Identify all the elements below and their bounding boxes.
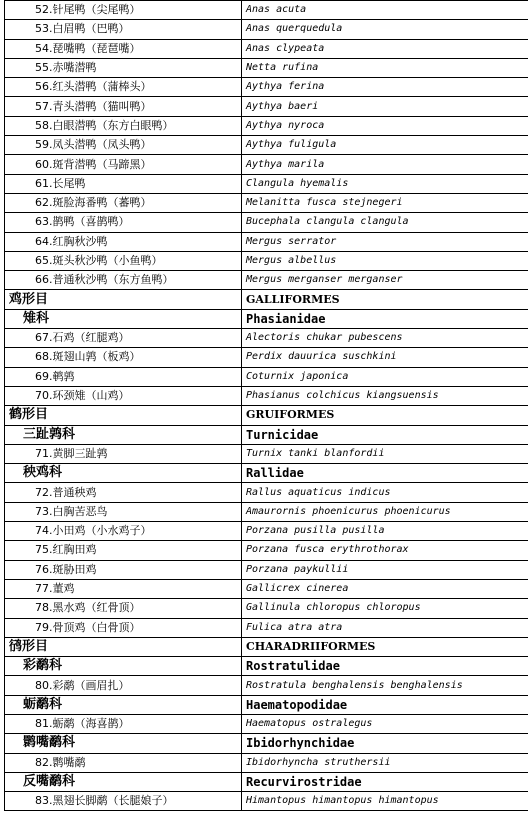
latin-name-cell: Porzana paykullii xyxy=(242,560,528,579)
species-row xyxy=(5,232,528,251)
species-row xyxy=(5,136,528,155)
latin-name-cell: Haematopus ostralegus xyxy=(242,714,528,733)
latin-name-cell: Alectoris chukar pubescens xyxy=(242,329,528,348)
chinese-name-cell: 66.普通秋沙鸭（东方鱼鸭） xyxy=(5,271,242,290)
family-row xyxy=(5,734,528,753)
family-row xyxy=(5,657,528,676)
latin-name-cell: Aythya fuligula xyxy=(242,136,528,155)
chinese-name-cell: 62.斑脸海番鸭（蕃鸭） xyxy=(5,193,242,212)
order-latin-name-cell: GRUIFORMES xyxy=(242,406,528,425)
latin-name-cell: Aythya marila xyxy=(242,155,528,174)
family-row xyxy=(5,425,528,444)
chinese-name-cell: 73.白胸苦恶鸟 xyxy=(5,502,242,521)
species-row xyxy=(5,560,528,579)
chinese-name-cell: 77.董鸡 xyxy=(5,579,242,598)
chinese-name-cell: 54.琵嘴鸭（琵琶嘴） xyxy=(5,39,242,58)
latin-name-cell: Himantopus himantopus himantopus xyxy=(242,792,528,811)
latin-name-cell: Mergus serrator xyxy=(242,232,528,251)
species-row xyxy=(5,579,528,598)
species-row xyxy=(5,386,528,405)
chinese-name-cell: 68.斑翅山鹑（板鸡） xyxy=(5,348,242,367)
latin-name-cell: Anas clypeata xyxy=(242,39,528,58)
chinese-name-cell: 58.白眼潜鸭（东方白眼鸭） xyxy=(5,116,242,135)
chinese-name-cell: 69.鹌鹑 xyxy=(5,367,242,386)
species-row xyxy=(5,78,528,97)
order-latin-name-cell: CHARADRIIFORMES xyxy=(242,637,528,656)
latin-name-cell: Fulica atra atra xyxy=(242,618,528,637)
latin-name-cell: Coturnix japonica xyxy=(242,367,528,386)
family-latin-name-cell: Ibidorhynchidae xyxy=(242,734,528,753)
latin-name-cell: Netta rufina xyxy=(242,58,528,77)
family-chinese-name-cell: 三趾鹑科 xyxy=(5,425,242,444)
family-latin-name-cell: Turnicidae xyxy=(242,425,528,444)
species-row xyxy=(5,522,528,541)
chinese-name-cell: 60.斑背潜鸭（马蹄黑） xyxy=(5,155,242,174)
latin-name-cell: Turnix tanki blanfordii xyxy=(242,444,528,463)
species-table-body xyxy=(5,1,528,811)
latin-name-cell: Anas acuta xyxy=(242,1,528,20)
species-row xyxy=(5,213,528,232)
chinese-name-cell: 56.红头潜鸭（蒲棒头） xyxy=(5,78,242,97)
species-row xyxy=(5,116,528,135)
chinese-name-cell: 63.鹊鸭（喜鹊鸭） xyxy=(5,213,242,232)
latin-name-cell: Anas querquedula xyxy=(242,20,528,39)
latin-name-cell: Bucephala clangula clangula xyxy=(242,213,528,232)
latin-name-cell: Mergus albellus xyxy=(242,251,528,270)
species-row xyxy=(5,367,528,386)
latin-name-cell: Mergus merganser merganser xyxy=(242,271,528,290)
family-row xyxy=(5,309,528,328)
latin-name-cell: Phasianus colchicus kiangsuensis xyxy=(242,386,528,405)
family-chinese-name-cell: 雉科 xyxy=(5,309,242,328)
family-chinese-name-cell: 反嘴鹬科 xyxy=(5,772,242,791)
chinese-name-cell: 72.普通秧鸡 xyxy=(5,483,242,502)
species-row xyxy=(5,39,528,58)
order-chinese-name-cell: 鸡形目 xyxy=(5,290,242,309)
species-row xyxy=(5,20,528,39)
order-chinese-name-cell: 鹤形目 xyxy=(5,406,242,425)
species-row xyxy=(5,58,528,77)
species-row xyxy=(5,271,528,290)
species-table xyxy=(4,0,528,811)
species-row xyxy=(5,97,528,116)
order-row xyxy=(5,290,528,309)
family-row xyxy=(5,695,528,714)
chinese-name-cell: 55.赤嘴潜鸭 xyxy=(5,58,242,77)
species-row xyxy=(5,483,528,502)
species-row xyxy=(5,541,528,560)
chinese-name-cell: 78.黑水鸡（红骨顶） xyxy=(5,599,242,618)
latin-name-cell: Porzana pusilla pusilla xyxy=(242,522,528,541)
family-row xyxy=(5,772,528,791)
chinese-name-cell: 64.红胸秋沙鸭 xyxy=(5,232,242,251)
chinese-name-cell: 61.长尾鸭 xyxy=(5,174,242,193)
chinese-name-cell: 65.斑头秋沙鸭（小鱼鸭） xyxy=(5,251,242,270)
latin-name-cell: Aythya nyroca xyxy=(242,116,528,135)
family-latin-name-cell: Rallidae xyxy=(242,464,528,483)
chinese-name-cell: 57.青头潜鸭（猫叫鸭） xyxy=(5,97,242,116)
latin-name-cell: Gallinula chloropus chloropus xyxy=(242,599,528,618)
chinese-name-cell: 80.彩鹬（画眉扎） xyxy=(5,676,242,695)
family-chinese-name-cell: 秧鸡科 xyxy=(5,464,242,483)
species-row xyxy=(5,348,528,367)
latin-name-cell: Gallicrex cinerea xyxy=(242,579,528,598)
species-row xyxy=(5,193,528,212)
latin-name-cell: Aythya ferina xyxy=(242,78,528,97)
latin-name-cell: Porzana fusca erythrothorax xyxy=(242,541,528,560)
latin-name-cell: Aythya baeri xyxy=(242,97,528,116)
species-row xyxy=(5,792,528,811)
order-chinese-name-cell: 鸻形目 xyxy=(5,637,242,656)
latin-name-cell: Amaurornis phoenicurus phoenicurus xyxy=(242,502,528,521)
chinese-name-cell: 81.蛎鹬（海喜鹊） xyxy=(5,714,242,733)
latin-name-cell: Rallus aquaticus indicus xyxy=(242,483,528,502)
latin-name-cell: Ibidorhyncha struthersii xyxy=(242,753,528,772)
chinese-name-cell: 53.白眉鸭（巴鸭） xyxy=(5,20,242,39)
chinese-name-cell: 59.凤头潜鸭（凤头鸭） xyxy=(5,136,242,155)
family-latin-name-cell: Phasianidae xyxy=(242,309,528,328)
chinese-name-cell: 52.针尾鸭（尖尾鸭） xyxy=(5,1,242,20)
species-row xyxy=(5,251,528,270)
chinese-name-cell: 71.黄脚三趾鹑 xyxy=(5,444,242,463)
order-row xyxy=(5,406,528,425)
order-latin-name-cell: GALLIFORMES xyxy=(242,290,528,309)
family-latin-name-cell: Haematopodidae xyxy=(242,695,528,714)
family-latin-name-cell: Recurvirostridae xyxy=(242,772,528,791)
species-row xyxy=(5,444,528,463)
species-row xyxy=(5,329,528,348)
latin-name-cell: Clangula hyemalis xyxy=(242,174,528,193)
chinese-name-cell: 74.小田鸡（小水鸡子） xyxy=(5,522,242,541)
latin-name-cell: Perdix dauurica suschkini xyxy=(242,348,528,367)
species-row xyxy=(5,174,528,193)
chinese-name-cell: 79.骨顶鸡（白骨顶） xyxy=(5,618,242,637)
order-row xyxy=(5,637,528,656)
chinese-name-cell: 67.石鸡（红腿鸡） xyxy=(5,329,242,348)
species-row xyxy=(5,714,528,733)
species-row xyxy=(5,676,528,695)
species-row xyxy=(5,502,528,521)
chinese-name-cell: 70.环颈雉（山鸡） xyxy=(5,386,242,405)
latin-name-cell: Rostratula benghalensis benghalensis xyxy=(242,676,528,695)
chinese-name-cell: 76.斑胁田鸡 xyxy=(5,560,242,579)
family-chinese-name-cell: 鹮嘴鹬科 xyxy=(5,734,242,753)
family-row xyxy=(5,464,528,483)
species-row xyxy=(5,753,528,772)
chinese-name-cell: 83.黑翅长脚鹬（长腿娘子） xyxy=(5,792,242,811)
chinese-name-cell: 82.鹮嘴鹬 xyxy=(5,753,242,772)
latin-name-cell: Melanitta fusca stejnegeri xyxy=(242,193,528,212)
family-latin-name-cell: Rostratulidae xyxy=(242,657,528,676)
species-row xyxy=(5,599,528,618)
family-chinese-name-cell: 彩鹬科 xyxy=(5,657,242,676)
species-row xyxy=(5,1,528,20)
chinese-name-cell: 75.红胸田鸡 xyxy=(5,541,242,560)
species-row xyxy=(5,155,528,174)
family-chinese-name-cell: 蛎鹬科 xyxy=(5,695,242,714)
species-row xyxy=(5,618,528,637)
